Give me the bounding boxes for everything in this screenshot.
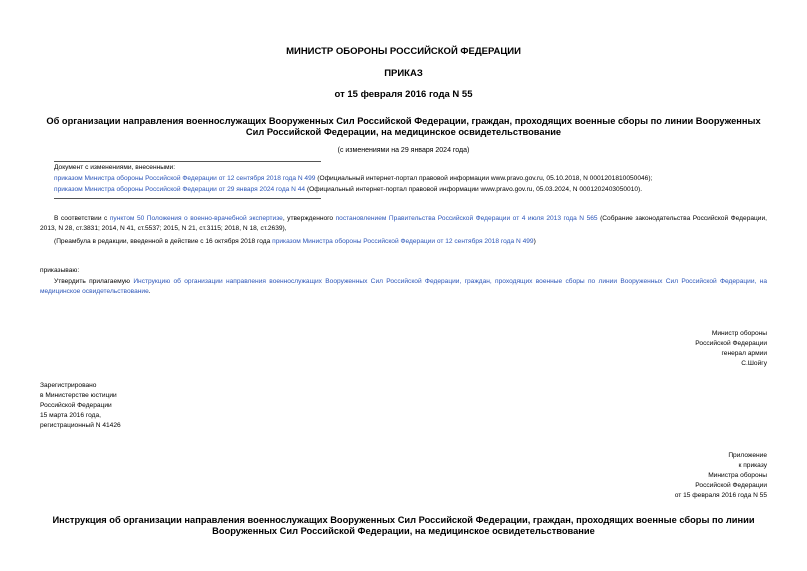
registration-line: регистрационный N 41426 <box>40 422 121 429</box>
order-word: приказываю: <box>40 267 80 274</box>
preamble-paragraph <box>40 214 767 234</box>
registration-line: в Министерстве юстиции <box>40 392 117 399</box>
instruction-link[interactable]: Инструкцию об организации направления военнослужащих Вооруженных Сил Российской Федерации, граждан, проходящих военные сборы по линии Вооруженных Сил Российской Федерации, на медицинское освидетельствование <box>40 278 767 295</box>
regulation-link[interactable]: пунктом 50 Положения о военно-врачебной экспертизе <box>109 215 283 222</box>
instruction-title: Инструкция об организации направления военнослужащих Вооруженных Сил Российской Федерации, граждан, проходящих военные сборы по линии Вооруженных Сил Российской Федерации, на медицинское освидетельствование <box>52 515 755 536</box>
amendments-note: (с изменениями на 29 января 2024 года) <box>337 147 470 154</box>
changes-intro: Документ с изменениями, внесенными: <box>54 164 176 171</box>
appendix-block <box>560 451 767 501</box>
preamble-text: В соответствии с <box>54 215 110 222</box>
change-link[interactable]: приказом Министра обороны Российской Федерации от 12 сентября 2018 года N 499 <box>54 175 316 182</box>
appendix-line: от 15 февраля 2016 года N 55 <box>674 492 767 499</box>
appendix-line: к приказу <box>738 462 767 469</box>
ministry-heading: МИНИСТР ОБОРОНЫ РОССИЙСКОЙ ФЕДЕРАЦИИ <box>286 46 521 57</box>
changes-bottom-rule <box>54 198 321 199</box>
registration-line: Зарегистрировано <box>40 382 97 389</box>
appendix-line: Российской Федерации <box>695 482 767 489</box>
registration-line: 15 марта 2016 года, <box>40 412 101 419</box>
change-item <box>54 174 652 184</box>
registration-line: Российской Федерации <box>40 402 112 409</box>
change-item-text: (Официальный интернет-портал правовой информации www.pravo.gov.ru, 05.10.2018, N 0001201810050046); <box>315 175 653 182</box>
appendix-line: Приложение <box>728 452 767 459</box>
doc-type-heading: ПРИКАЗ <box>384 68 423 79</box>
document-title: Об организации направления военнослужащих Вооруженных Сил Российской Федерации, граждан, проходящих военные сборы по линии Вооруженных Сил Российской Федерации, на медицинское освидетельствование <box>46 116 761 137</box>
changes-top-rule <box>54 161 321 162</box>
change-link[interactable]: приказом Министра обороны Российской Федерации от 29 января 2024 года N 44 <box>54 186 306 193</box>
note-text: ) <box>533 238 536 245</box>
preamble-text: (Собрание законодательства Российской Федерации, 2013, N 28, ст.3831; 2014, N 41, ст.5537; 2015, N 21, ст.3115; 2018, N 18, ст.2639), <box>40 215 767 232</box>
edit-order-link[interactable]: приказом Министра обороны Российской Федерации от 12 сентября 2018 года N 499 <box>272 238 534 245</box>
note-text: (Преамбула в редакции, введенной в действие с 16 октября 2018 года <box>54 238 273 245</box>
order-text: . <box>148 288 151 295</box>
change-item <box>54 185 642 195</box>
order-paragraph <box>40 277 767 297</box>
signature-line: Российской Федерации <box>695 340 767 347</box>
registration-block <box>40 381 121 431</box>
signature-line: С.Шойгу <box>741 360 767 367</box>
order-text: Утвердить прилагаемую <box>54 278 134 285</box>
appendix-line: Министра обороны <box>708 472 767 479</box>
signature-block <box>560 329 767 369</box>
change-item-text: (Официальный интернет-портал правовой информации www.pravo.gov.ru, 05.03.2024, N 0001202403050010). <box>305 186 643 193</box>
preamble-edit-note <box>54 237 536 247</box>
signature-line: Министр обороны <box>711 330 767 337</box>
preamble-text: , утвержденного <box>282 215 336 222</box>
date-number-heading: от 15 февраля 2016 года N 55 <box>334 89 473 100</box>
government-decree-link[interactable]: постановлением Правительства Российской Федерации от 4 июля 2013 года N 565 <box>335 215 598 222</box>
signature-line: генерал армии <box>721 350 767 357</box>
